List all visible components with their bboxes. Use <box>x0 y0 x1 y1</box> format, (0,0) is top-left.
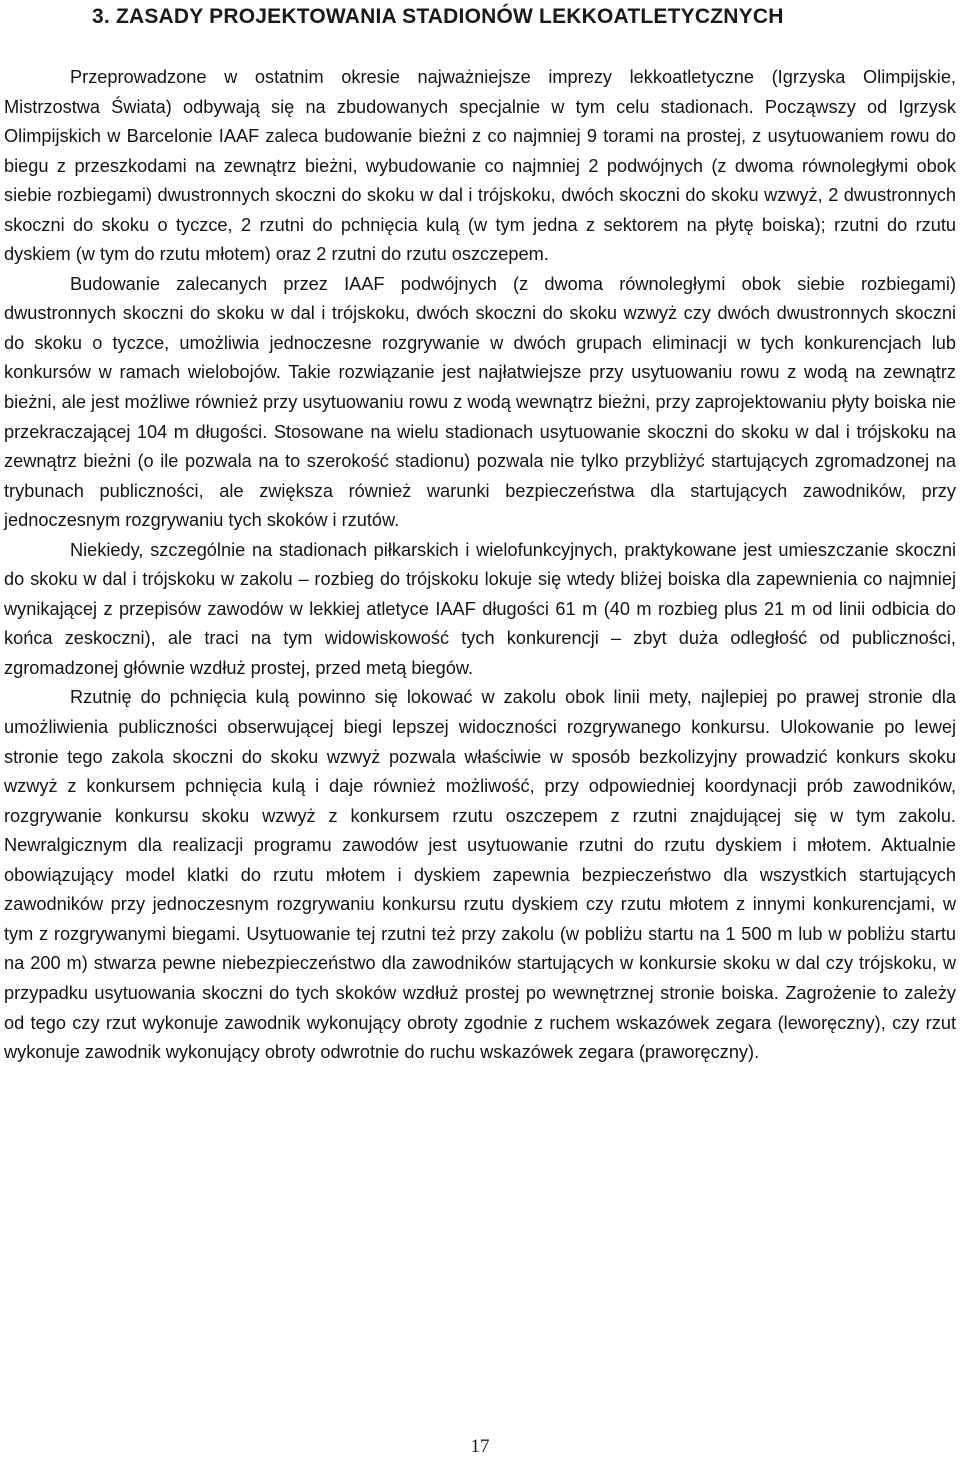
paragraph: Niekiedy, szczególnie na stadionach piłkarskich i wielofunkcyjnych, praktykowane jest umieszczanie skoczni do skoku w dal i trójskoku w zakolu – rozbieg do trójskoku lokuje się wtedy bliżej boiska dla zapewnienia co najmniej wynikającej z przepisów zawodów w lekkiej atletyce IAAF długości 61 m (40 m rozbieg plus 21 m od linii odbicia do końca zeskoczni), ale traci na tym widowiskowość tych konkurencji – zbyt duża odległość od publiczności, zgromadzonej głównie wzdłuż prostej, przed metą biegów. <box>4 539 956 678</box>
section-body <box>4 63 956 1068</box>
section-heading: 3. ZASADY PROJEKTOWANIA STADIONÓW LEKKOATLETYCZNYCH <box>92 5 784 28</box>
page-number: 17 <box>470 1436 490 1457</box>
paragraph: Rzutnię do pchnięcia kulą powinno się lokować w zakolu obok linii mety, najlepiej po prawej stronie dla umożliwienia publiczności obserwującej biegi lepszej widoczności rozgrywanego konkursu. Ulokowanie po lewej stronie tego zakola skoczni do skoku wzwyż pozwala właściwie w sposób bezkolizyjny prowadzić konkurs skoku wzwyż z konkursem pchnięcia kulą i daje również możliwość, przy odpowiedniej koordynacji prób zawodników, rozgrywanie konkursu skoku wzwyż z konkursem rzutu oszczepem z rzutni znajdującej się w tym zakolu. Newralgicznym dla realizacji programu zawodów jest usytuowanie rzutni do rzutu dyskiem i młotem. Aktualnie obowiązujący model klatki do rzutu młotem i dyskiem zapewnia bezpieczeństwo dla wszystkich startujących zawodników przy jednoczesnym rozgrywaniu konkursu rzutu dyskiem czy rzutu młotem z innymi konkurencjami, w tym z rozgrywanymi biegami. Usytuowanie tej rzutni też przy zakolu (w pobliżu startu na 1 500 m lub w pobliżu startu na 200 m) stwarza pewne niebezpieczeństwo dla zawodników startujących w konkursie skoku w dal czy trójskoku, w przypadku usytuowania skoczni do tych skoków wzdłuż prostej po wewnętrznej stronie boiska. Zagrożenie to zależy od tego czy rzut wykonuje zawodnik wykonujący obroty zgodnie z ruchem wskazówek zegara (leworęczny), czy rzut wykonuje zawodnik wykonujący obroty odwrotnie do ruchu wskazówek zegara (praworęczny). <box>4 687 956 1063</box>
paragraph: Przeprowadzone w ostatnim okresie najważniejsze imprezy lekkoatletyczne (Igrzyska Olimpijskie, Mistrzostwa Świata) odbywają się na zbudowanych specjalnie w tym celu stadionach. Począwszy od Igrzysk Olimpijskich w Barcelonie IAAF zaleca budowanie bieżni z co najmniej 9 torami na prostej, z usytuowaniem rowu do biegu z przeszkodami na zewnątrz bieżni, wybudowanie co najmniej 2 podwójnych (z dwoma równoległymi obok siebie rozbiegami) dwustronnych skoczni do skoku w dal i trójskoku, dwóch skoczni do skoku wzwyż, 2 dwustronnych skoczni do skoku o tyczce, 2 rzutni do pchnięcia kulą (w tym jedna z sektorem na płytę boiska); rzutni do rzutu dyskiem (w tym do rzutu młotem) oraz 2 rzutni do rzutu oszczepem. <box>4 67 956 265</box>
paragraph: Budowanie zalecanych przez IAAF podwójnych (z dwoma równoległymi obok siebie rozbiegami) dwustronnych skoczni do skoku w dal i trójskoku, dwóch skoczni do skoku wzwyż czy dwóch dwustronnych skoczni do skoku o tyczce, umożliwia jednoczesne rozgrywanie w dwóch grupach eliminacji w tych konkurencjach lub konkursów w ramach wielobojów. Takie rozwiązanie jest najłatwiejsze przy usytuowaniu rowu z wodą na zewnątrz bieżni, ale jest możliwe również przy usytuowaniu rowu z wodą wewnątrz bieżni, przy zaprojektowaniu płyty boiska nie przekraczającej 104 m długości. Stosowane na wielu stadionach usytuowanie skoczni do skoku w dal i trójskoku na zewnątrz bieżni (o ile pozwala na to szerokość stadionu) pozwala nie tylko przybliżyć startujących zgromadzonej na trybunach publiczności, ale zwiększa również warunki bezpieczeństwa dla startujących zawodników, przy jednoczesnym rozgrywaniu tych skoków i rzutów. <box>4 273 956 531</box>
